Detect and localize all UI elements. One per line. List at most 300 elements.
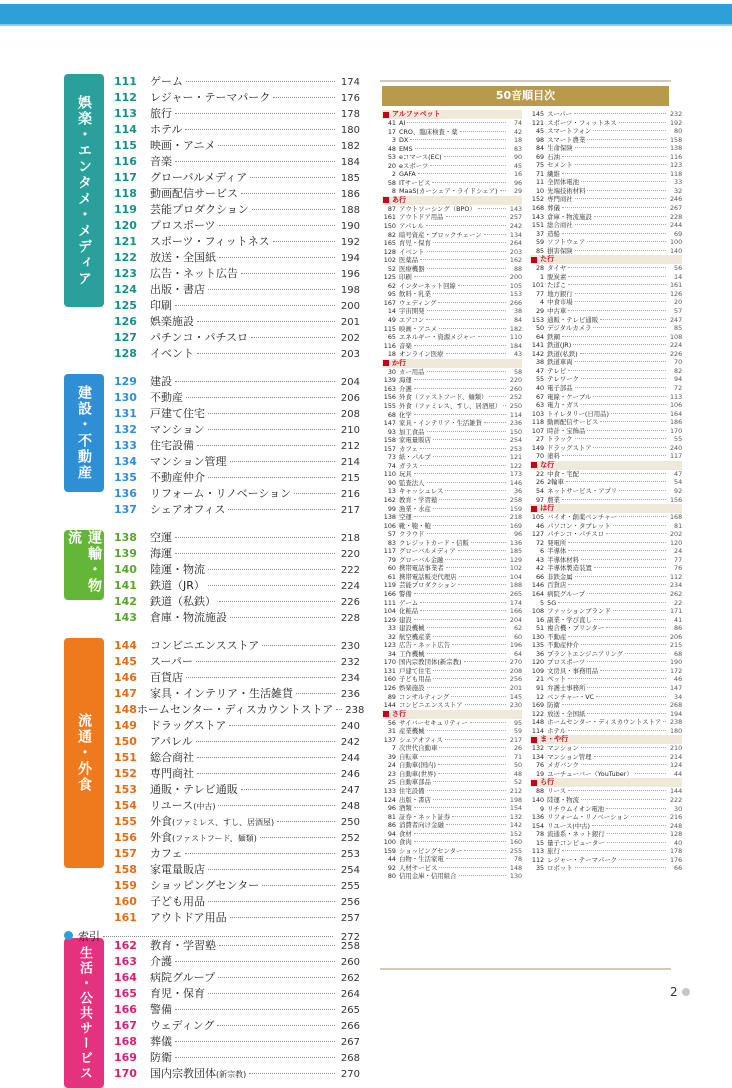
index-entry[interactable] <box>530 127 682 136</box>
index-entry[interactable] <box>382 119 522 128</box>
toc-item-title-text: スポーツ・フィットネス <box>150 235 270 248</box>
index-entry[interactable] <box>530 264 682 273</box>
section-tab[interactable] <box>64 74 104 307</box>
leader-dots <box>414 276 506 277</box>
index-entry-page: 145 <box>509 692 523 701</box>
index-entry[interactable] <box>382 505 522 514</box>
index-entry-number: 109 <box>531 666 545 675</box>
index-entry[interactable] <box>382 436 522 445</box>
toc-item[interactable] <box>114 74 360 90</box>
index-entry[interactable] <box>530 796 682 805</box>
index-entry[interactable] <box>382 787 522 796</box>
index-entry[interactable] <box>382 701 522 710</box>
index-entry-page: 142 <box>509 821 523 830</box>
index-entry[interactable] <box>382 350 522 359</box>
index-entry-number: 86 <box>387 821 396 830</box>
index-entry-name: 証券・ネット証券 <box>399 812 451 821</box>
index-entry[interactable] <box>382 804 522 813</box>
index-entry[interactable] <box>382 239 522 248</box>
toc-item[interactable] <box>114 250 360 266</box>
index-entry[interactable] <box>530 204 682 213</box>
index-entry[interactable] <box>530 324 682 333</box>
toc-item[interactable] <box>114 578 360 594</box>
index-entry[interactable] <box>530 805 682 814</box>
index-entry[interactable] <box>382 599 522 608</box>
index-entry[interactable] <box>530 316 682 325</box>
toc-item[interactable] <box>114 298 360 314</box>
index-entry[interactable] <box>530 684 682 693</box>
index-entry[interactable] <box>382 231 522 240</box>
toc-item-page: 256 <box>340 897 360 908</box>
index-entry-page: 50 <box>513 761 523 770</box>
index-entry[interactable] <box>382 402 522 411</box>
index-entry[interactable] <box>382 213 522 222</box>
index-entry[interactable] <box>530 307 682 316</box>
index-entry-page: 30 <box>674 804 683 813</box>
toc-item[interactable] <box>114 878 360 894</box>
index-entry[interactable] <box>382 522 522 531</box>
toc-item-title <box>150 298 172 314</box>
index-entry[interactable] <box>382 273 522 282</box>
toc-item[interactable] <box>114 1034 360 1050</box>
index-entry-number: 73 <box>387 453 396 462</box>
index-entry[interactable] <box>382 419 522 428</box>
index-entry[interactable] <box>530 539 682 548</box>
toc-item-title-text: ホームセンター・ディスカウントストア <box>136 703 334 716</box>
index-entry[interactable] <box>382 376 522 385</box>
index-entry[interactable] <box>382 607 522 616</box>
toc-item[interactable] <box>114 986 360 1002</box>
leader-dots <box>460 131 506 132</box>
index-entry[interactable] <box>382 813 522 822</box>
toc-item[interactable] <box>114 454 360 470</box>
toc-item-title-text: シェアオフィス <box>150 503 226 516</box>
index-entry[interactable] <box>382 581 522 590</box>
toc-item[interactable] <box>114 1050 360 1066</box>
toc-item-title <box>150 154 172 170</box>
square-bullet-icon <box>531 506 537 512</box>
index-entry[interactable] <box>382 307 522 316</box>
toc-item[interactable] <box>114 346 360 362</box>
index-entry[interactable] <box>382 539 522 548</box>
toc-item[interactable] <box>114 374 360 390</box>
toc-item-page: 222 <box>340 565 360 576</box>
index-entry[interactable] <box>382 265 522 274</box>
toc-item[interactable] <box>114 814 360 830</box>
index-entry[interactable] <box>530 753 682 762</box>
toc-item[interactable] <box>114 1066 360 1082</box>
index-entry[interactable] <box>530 213 682 222</box>
toc-item[interactable] <box>114 234 360 250</box>
index-entry[interactable] <box>382 428 522 437</box>
index-entry[interactable] <box>382 411 522 420</box>
index-entry[interactable] <box>530 564 682 573</box>
index-entry[interactable] <box>382 187 522 196</box>
section-tab[interactable] <box>64 374 104 492</box>
toc-item[interactable] <box>114 894 360 910</box>
index-entry[interactable] <box>530 822 682 831</box>
index-entry[interactable] <box>530 701 682 710</box>
index-entry[interactable] <box>382 719 522 728</box>
index-entry-page: 210 <box>669 744 683 753</box>
index-entry[interactable] <box>530 530 682 539</box>
toc-item-title-text: 陸運・物流 <box>150 563 205 576</box>
index-entry-number: 15 <box>535 838 545 847</box>
toc-item[interactable] <box>114 654 360 670</box>
toc-item[interactable] <box>114 766 360 782</box>
toc-item-title-text: 映画・アニメ <box>150 139 216 152</box>
toc-item[interactable] <box>114 910 360 926</box>
index-entry-number: 5 <box>540 598 545 607</box>
index-entry[interactable] <box>382 496 522 505</box>
index-entry-name: 防衛 <box>547 701 560 710</box>
toc-item[interactable] <box>114 106 360 122</box>
index-entry[interactable] <box>530 658 682 667</box>
toc-item[interactable] <box>114 502 360 518</box>
index-entry[interactable] <box>382 325 522 334</box>
toc-item[interactable] <box>114 798 360 814</box>
toc-item[interactable] <box>114 734 360 750</box>
index-entry-name: 国内宗教団体(新宗教) <box>399 658 462 667</box>
index-entry[interactable] <box>530 281 682 290</box>
index-entry[interactable] <box>382 633 522 642</box>
index-entry[interactable] <box>530 247 682 256</box>
toc-item[interactable] <box>114 438 360 454</box>
toc-item-page: 257 <box>340 913 360 924</box>
index-entry-name: 中食・宅配 <box>547 469 580 478</box>
index-entry-number: 75 <box>535 161 545 170</box>
index-entry[interactable] <box>530 418 682 427</box>
index-entry-name: 海運 <box>399 376 412 385</box>
index-entry[interactable] <box>382 641 522 650</box>
index-entry[interactable] <box>530 787 682 796</box>
index-entry[interactable] <box>530 761 682 770</box>
index-entry[interactable] <box>530 864 682 873</box>
toc-item[interactable] <box>114 594 360 610</box>
index-entry[interactable] <box>530 435 682 444</box>
toc-item[interactable] <box>114 750 360 766</box>
toc-item[interactable] <box>114 530 360 546</box>
section-tab[interactable] <box>64 638 104 868</box>
index-entry-number: 133 <box>383 787 396 796</box>
index-entry-number: 69 <box>535 152 545 161</box>
leader-dots <box>575 147 666 148</box>
toc-item[interactable] <box>114 266 360 282</box>
toc-item[interactable] <box>114 390 360 406</box>
index-entry-name: 葬儀 <box>547 204 560 213</box>
index-entry[interactable] <box>382 179 522 188</box>
index-entry[interactable] <box>530 375 682 384</box>
toc-item[interactable] <box>114 862 360 878</box>
index-entry[interactable] <box>382 162 522 171</box>
index-entry[interactable] <box>382 624 522 633</box>
index-entry-page: 134 <box>509 230 523 239</box>
index-entry[interactable] <box>530 119 682 128</box>
toc-item[interactable] <box>114 670 360 686</box>
toc-item-page: 246 <box>340 769 360 780</box>
index-entry[interactable] <box>382 838 522 847</box>
index-entry[interactable] <box>530 590 682 599</box>
index-entry[interactable] <box>530 393 682 402</box>
leader-dots <box>478 208 506 209</box>
leader-dots <box>592 825 666 826</box>
toc-item[interactable] <box>114 282 360 298</box>
toc-item[interactable] <box>114 170 360 186</box>
index-entry[interactable] <box>530 384 682 393</box>
index-entry[interactable] <box>530 641 682 650</box>
index-entry[interactable] <box>382 796 522 805</box>
toc-item[interactable] <box>114 218 360 234</box>
leader-dots <box>446 824 506 825</box>
index-entry[interactable] <box>382 693 522 702</box>
leader-dots <box>208 869 335 870</box>
toc-item[interactable] <box>114 610 360 626</box>
toc-item[interactable] <box>114 314 360 330</box>
index-entry[interactable] <box>530 136 682 145</box>
index-entry[interactable] <box>382 453 522 462</box>
index-entry[interactable] <box>530 718 682 727</box>
index-entry[interactable] <box>530 144 682 153</box>
toc-item[interactable] <box>114 686 360 702</box>
index-entry-name: 電力・ガス <box>547 401 580 410</box>
index-entry[interactable] <box>530 410 682 419</box>
index-entry[interactable] <box>382 736 522 745</box>
leader-dots <box>446 353 507 354</box>
index-entry-page: 45 <box>513 161 523 170</box>
toc-item[interactable] <box>114 1018 360 1034</box>
index-entry-page: 112 <box>669 572 683 581</box>
leader-dots <box>433 508 506 509</box>
index-entry[interactable] <box>382 727 522 736</box>
toc-item[interactable] <box>114 546 360 562</box>
index-entry[interactable] <box>530 616 682 625</box>
toc-item[interactable] <box>114 702 365 718</box>
index-entry[interactable] <box>530 341 682 350</box>
index-entry-number: 77 <box>535 289 545 298</box>
leader-dots <box>594 756 667 757</box>
toc-item[interactable] <box>114 954 360 970</box>
toc-item[interactable] <box>114 470 360 486</box>
index-entry[interactable] <box>530 221 682 230</box>
toc-item[interactable] <box>114 422 360 438</box>
toc-item[interactable] <box>114 154 360 170</box>
toc-item[interactable] <box>114 970 360 986</box>
index-entry[interactable] <box>530 161 682 170</box>
index-entry[interactable] <box>382 470 522 479</box>
index-entry[interactable] <box>530 727 682 736</box>
index-entry-page: 150 <box>509 427 523 436</box>
index-entry[interactable] <box>382 290 522 299</box>
index-entry[interactable] <box>382 153 522 162</box>
index-entry[interactable] <box>382 316 522 325</box>
index-entry[interactable] <box>382 590 522 599</box>
toc-item-title-text: ウェディング <box>150 1019 215 1032</box>
index-entry-page: 136 <box>509 538 523 547</box>
index-entry[interactable] <box>382 830 522 839</box>
index-entry-number: 61 <box>387 572 396 581</box>
index-entry[interactable] <box>530 599 682 608</box>
index-entry[interactable] <box>382 128 522 137</box>
index-entry[interactable] <box>382 872 522 881</box>
index-entry[interactable] <box>530 830 682 839</box>
index-entry[interactable] <box>530 496 682 505</box>
index-entry-number: 17 <box>387 127 396 136</box>
leader-dots <box>438 773 506 774</box>
index-entry[interactable] <box>530 401 682 410</box>
leader-dots <box>439 747 506 748</box>
index-entry[interactable] <box>530 230 682 239</box>
index-entry[interactable] <box>530 478 682 487</box>
index-entry[interactable] <box>382 222 522 231</box>
index-entry[interactable] <box>382 445 522 454</box>
toc-item-page: 196 <box>340 269 360 280</box>
toc-item-number: 149 <box>114 719 137 732</box>
leader-dots <box>607 833 667 834</box>
index-entry[interactable] <box>382 658 522 667</box>
index-entry[interactable] <box>382 855 522 864</box>
section-tab[interactable] <box>64 938 104 1088</box>
index-entry[interactable] <box>530 847 682 856</box>
index-entry[interactable] <box>382 684 522 693</box>
leader-dots <box>219 945 335 946</box>
toc-item-subtitle: (ファストフード、麺類) <box>172 834 257 843</box>
toc-item[interactable] <box>114 186 360 202</box>
leader-dots <box>294 493 335 494</box>
index-entry[interactable] <box>530 298 682 307</box>
index-entry[interactable] <box>530 839 682 848</box>
index-entry-number: 104 <box>383 607 396 616</box>
index-entry[interactable] <box>382 821 522 830</box>
toc-item[interactable] <box>114 562 360 578</box>
section-tab[interactable] <box>64 530 104 600</box>
index-entry-number: 163 <box>383 384 396 393</box>
index-entry-number: 51 <box>535 624 545 633</box>
index-entry[interactable] <box>530 487 682 496</box>
index-entry-number: 31 <box>387 727 396 736</box>
index-entry[interactable] <box>530 813 682 822</box>
index-entry[interactable] <box>382 487 522 496</box>
leader-dots <box>414 841 506 842</box>
index-entry[interactable] <box>530 675 682 684</box>
index-entry[interactable] <box>382 616 522 625</box>
index-entry[interactable] <box>382 342 522 351</box>
index-entry[interactable] <box>530 110 682 119</box>
index-entry-number: 58 <box>387 178 396 187</box>
toc-item[interactable] <box>114 406 360 422</box>
index-entry[interactable] <box>382 145 522 154</box>
toc-item-title <box>150 670 183 686</box>
toc-item-title-text: 空運 <box>150 531 172 544</box>
toc-item-title <box>150 654 193 670</box>
toc-item-title-text: リフォーム・リノベーション <box>150 487 292 500</box>
leader-dots <box>575 164 666 165</box>
index-entry[interactable] <box>530 513 682 522</box>
index-entry[interactable] <box>382 256 522 265</box>
toc-item[interactable] <box>114 1002 360 1018</box>
index-entry[interactable] <box>530 650 682 659</box>
index-entry[interactable] <box>382 761 522 770</box>
index-entry[interactable] <box>382 513 522 522</box>
toc-item[interactable] <box>114 122 360 138</box>
index-entry[interactable] <box>530 195 682 204</box>
index-entry[interactable] <box>530 367 682 376</box>
index-link[interactable] <box>64 928 360 944</box>
index-entry[interactable] <box>530 693 682 702</box>
index-entry[interactable] <box>382 778 522 787</box>
index-entry[interactable] <box>530 607 682 616</box>
index-entry[interactable] <box>530 744 682 753</box>
index-entry[interactable] <box>530 667 682 676</box>
index-entry-number: 25 <box>387 778 396 787</box>
index-entry[interactable] <box>530 522 682 531</box>
index-entry-page: 169 <box>509 521 523 530</box>
index-entry[interactable] <box>530 153 682 162</box>
index-entry-number: 102 <box>383 256 396 265</box>
index-entry-number: 41 <box>387 119 396 127</box>
index-entry[interactable] <box>530 547 682 556</box>
index-entry[interactable] <box>382 136 522 145</box>
toc-item[interactable] <box>114 846 360 862</box>
index-entry[interactable] <box>382 530 522 539</box>
toc-item[interactable] <box>114 830 360 846</box>
index-entry[interactable] <box>382 170 522 179</box>
leader-dots <box>414 516 506 517</box>
toc-item-page: 244 <box>340 753 360 764</box>
index-entry[interactable] <box>530 710 682 719</box>
index-entry[interactable] <box>530 333 682 342</box>
index-entry-page: 52 <box>513 778 523 787</box>
index-entry[interactable] <box>530 581 682 590</box>
toc-item[interactable] <box>114 782 360 798</box>
index-entry-name: 宇宙開発 <box>399 307 425 316</box>
toc-item[interactable] <box>114 330 360 346</box>
index-entry[interactable] <box>382 547 522 556</box>
toc-item[interactable] <box>114 486 360 502</box>
toc-item[interactable] <box>114 90 360 106</box>
toc-item-number: 157 <box>114 847 137 860</box>
index-entry[interactable] <box>530 633 682 642</box>
toc-item-number: 150 <box>114 735 137 748</box>
leader-dots <box>562 850 666 851</box>
index-entry[interactable] <box>530 358 682 367</box>
index-entry[interactable] <box>382 675 522 684</box>
index-entry[interactable] <box>530 624 682 633</box>
toc-item-title <box>150 74 183 90</box>
index-entry-page: 38 <box>513 307 523 316</box>
toc-item[interactable] <box>114 202 360 218</box>
index-entry[interactable] <box>530 427 682 436</box>
index-entry[interactable] <box>382 564 522 573</box>
index-entry[interactable] <box>530 452 682 461</box>
index-entry[interactable] <box>382 248 522 257</box>
toc-item[interactable] <box>114 138 360 154</box>
toc-item-title <box>137 702 333 718</box>
index-entry[interactable] <box>530 856 682 865</box>
toc-section-ent <box>64 74 360 362</box>
index-entry[interactable] <box>382 333 522 342</box>
index-entry[interactable] <box>382 744 522 753</box>
index-entry[interactable] <box>530 238 682 247</box>
index-entry-page: 176 <box>669 855 683 864</box>
leader-dots <box>219 257 335 258</box>
toc-item[interactable] <box>114 638 360 654</box>
index-entry[interactable] <box>382 479 522 488</box>
index-entry[interactable] <box>382 393 522 402</box>
leader-dots <box>444 156 506 157</box>
toc-item[interactable] <box>114 718 360 734</box>
leader-dots <box>568 730 666 731</box>
index-entry[interactable] <box>530 178 682 187</box>
